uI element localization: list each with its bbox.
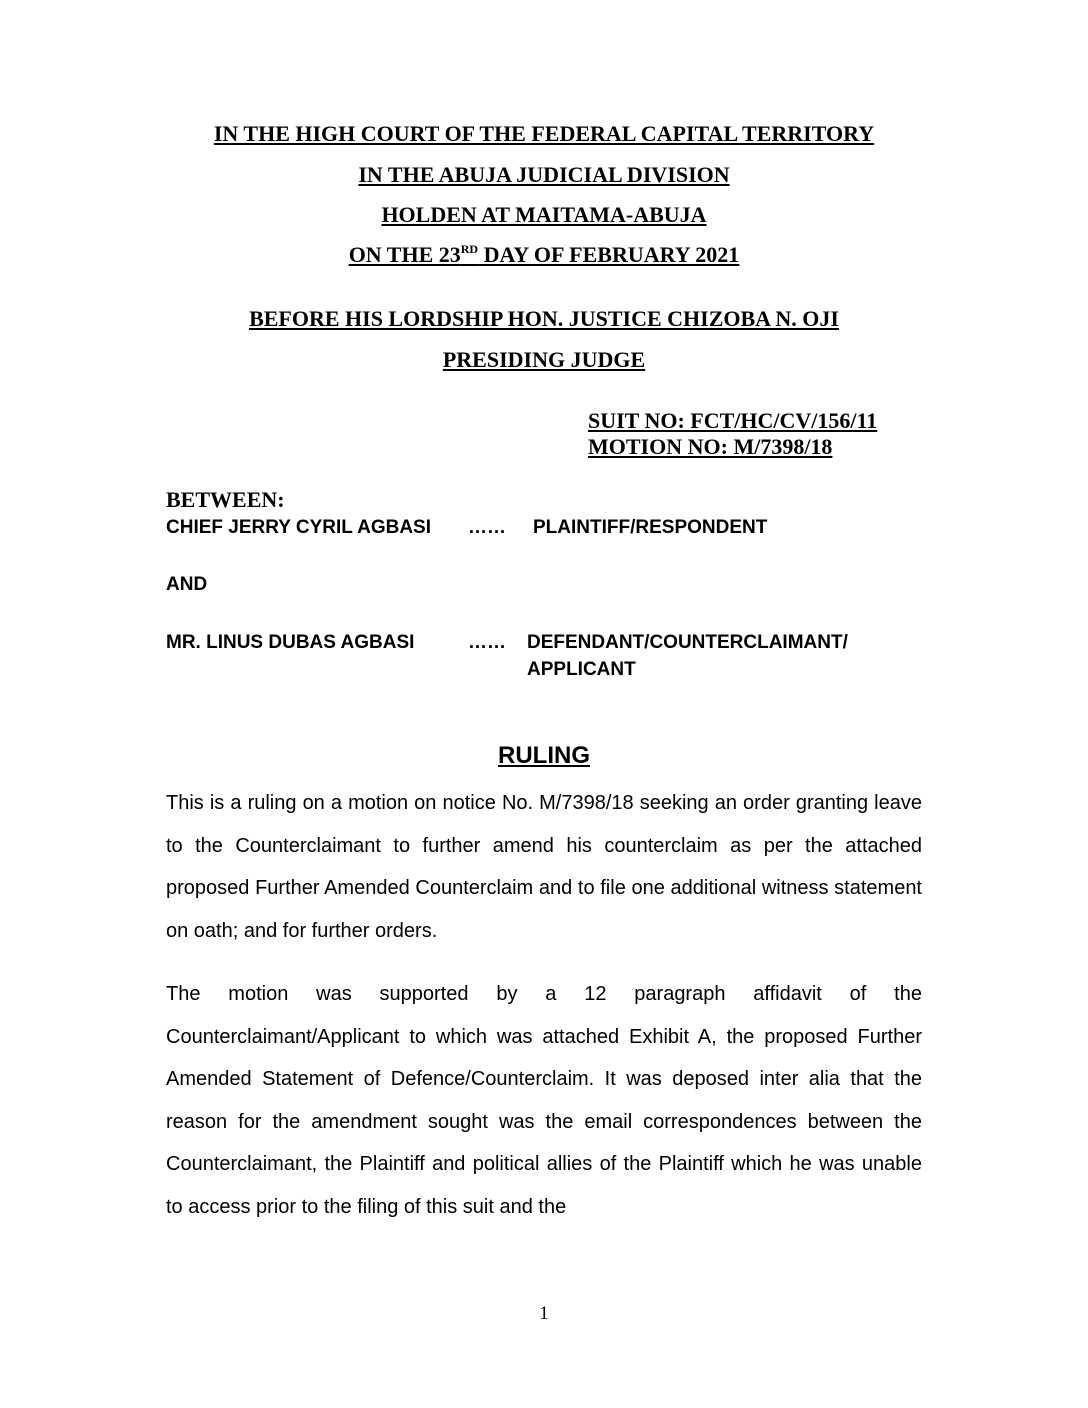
- plaintiff-name: CHIEF JERRY CYRIL AGBASI: [166, 517, 431, 538]
- ruling-paragraph-1: This is a ruling on a motion on notice No. M/7398/18 seeking an order granting leave to the Counterclaimant to further amend his counterclaim as per the attached proposed Further Amended Counterclaim and to file one additional witness statement on oath; and for further orders.: [166, 792, 922, 942]
- plaintiff-dots: ……: [468, 517, 506, 538]
- date-rest: DAY OF FEBRUARY 2021: [478, 242, 740, 267]
- division-title: IN THE ABUJA JUDICIAL DIVISION: [358, 162, 730, 187]
- court-title: IN THE HIGH COURT OF THE FEDERAL CAPITAL TERRITORY: [213, 121, 875, 146]
- ruling-heading: RULING: [498, 742, 590, 769]
- suit-number: SUIT NO: FCT/HC/CV/156/11: [588, 408, 878, 433]
- ruling-paragraph-2: The motion was supported by a 12 paragraph affidavit of the Counterclaimant/Applicant to which was attached Exhibit A, the proposed Further Amended Statement of Defence/Counterclaim. It was deposed inter alia that the reason for the amendment sought was the email correspondences between the Counterclaimant, the Plaintiff and political allies of the Plaintiff which he was unable to access prior to the filing of this suit and the: [166, 983, 922, 1218]
- judge-line: BEFORE HIS LORDSHIP HON. JUSTICE CHIZOBA N. OJI: [249, 306, 839, 331]
- presiding-judge-label: PRESIDING JUDGE: [442, 347, 646, 372]
- defendant-name: MR. LINUS DUBAS AGBASI: [166, 632, 415, 653]
- plaintiff-role: PLAINTIFF/RESPONDENT: [533, 517, 768, 538]
- between-label: BETWEEN:: [166, 487, 285, 512]
- defendant-role-line1: DEFENDANT/COUNTERCLAIMANT/: [527, 632, 848, 653]
- motion-number: MOTION NO: M/7398/18: [588, 434, 833, 459]
- and-label: AND: [166, 574, 208, 595]
- date-line: [0, 242, 1088, 268]
- defendant-role-line2: APPLICANT: [527, 659, 636, 680]
- defendant-dots: ……: [468, 632, 506, 653]
- page-number: 1: [539, 1303, 549, 1324]
- date-ordinal-suffix: RD: [460, 242, 479, 256]
- date-prefix: ON THE 23: [348, 242, 461, 267]
- holden-title: HOLDEN AT MAITAMA-ABUJA: [381, 202, 707, 227]
